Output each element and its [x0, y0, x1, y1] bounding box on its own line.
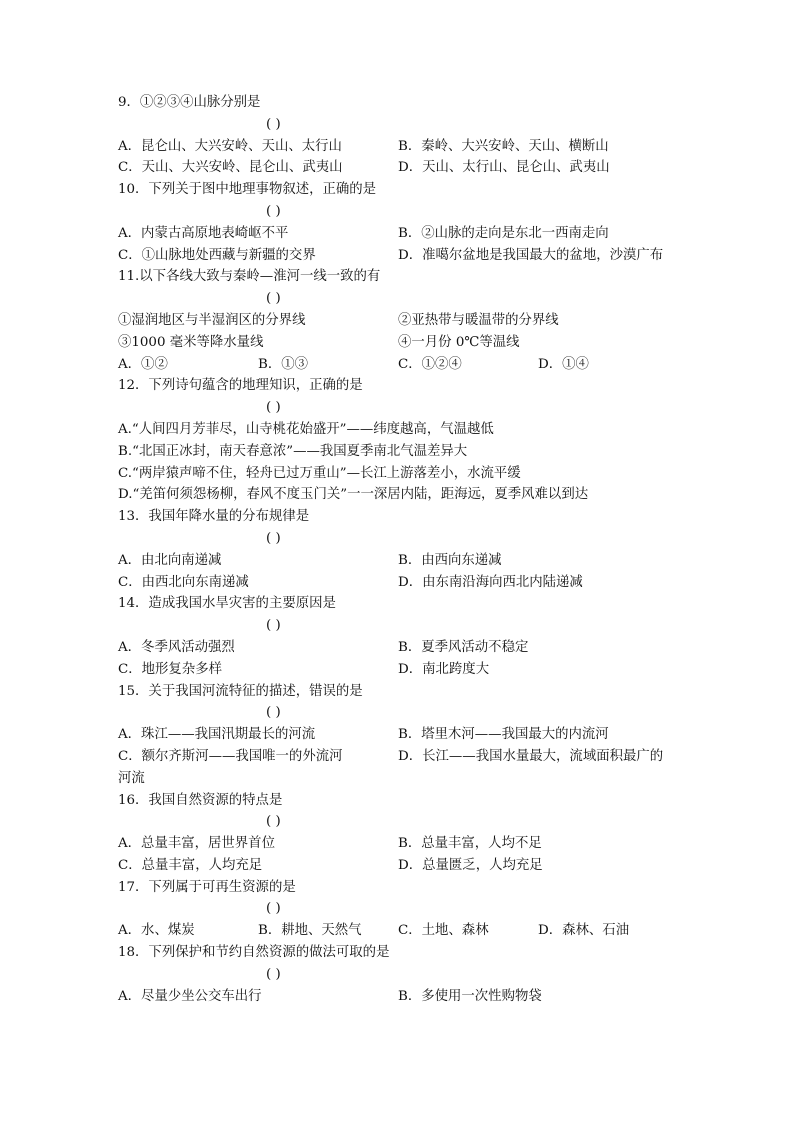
question-16	[118, 790, 688, 877]
option-a: A．由北向南递减	[118, 552, 222, 568]
option-a: A．珠江——我国汛期最长的河流	[118, 727, 316, 743]
answer-blank: ( )	[266, 618, 281, 634]
option-c: C．①山脉地处西藏与新疆的交界	[118, 247, 316, 263]
option-c: C．由西北向东南递减	[118, 574, 249, 590]
option-d: D．总量匮乏，人均充足	[398, 857, 543, 873]
answer-blank: ( )	[266, 203, 281, 219]
question-list	[118, 92, 688, 1007]
option-a: A．内蒙古高原地表崎岖不平	[118, 225, 289, 241]
question-stem: 10．下列关于图中地理事物叙述，正确的是	[118, 182, 377, 198]
question-stem: 12．下列诗句蕴含的地理知识，正确的是	[118, 378, 363, 394]
question-stem: 15．关于我国河流特征的描述，错误的是	[118, 683, 363, 699]
option-d: D．准噶尔盆地是我国最大的盆地，沙漠广布	[398, 247, 664, 263]
option-b: B．多使用一次性购物袋	[398, 988, 542, 1004]
option-a: A．水、煤炭	[118, 923, 195, 939]
question-14	[118, 593, 688, 680]
option-c: C．①②④	[398, 356, 462, 372]
option-b: B．秦岭、大兴安岭、天山、横断山	[398, 138, 609, 154]
option-a: A．昆仑山、大兴安岭、天山、太行山	[118, 138, 342, 154]
option-c: C.“两岸猿声啼不住，轻舟已过万重山”—长江上游落差小，水流平缓	[118, 465, 521, 481]
option-continuation: 河流	[118, 770, 145, 786]
option-b: B．耕地、天然气	[258, 923, 362, 939]
option-b: B．①③	[258, 356, 309, 372]
question-stem: 18．下列保护和节约自然资源的做法可取的是	[118, 945, 390, 961]
question-stem: 9．①②③④山脉分别是	[118, 95, 261, 110]
question-15	[118, 681, 688, 790]
option-b: B．夏季风活动不稳定	[398, 639, 529, 655]
question-stem: 14．造成我国水旱灾害的主要原因是	[118, 596, 336, 612]
option-a: A．尽量少坐公交车出行	[118, 988, 262, 1004]
answer-blank: ( )	[266, 291, 281, 307]
option-b: B．由西向东递减	[398, 552, 502, 568]
option-a: A．冬季风活动强烈	[118, 639, 235, 655]
option-d: D．森林、石油	[538, 923, 630, 939]
statement-3: ③1000 毫米等降水量线	[118, 334, 264, 350]
answer-blank: ( )	[266, 966, 281, 982]
statement-1: ①湿润地区与半湿润区的分界线	[118, 312, 306, 328]
question-9	[118, 92, 688, 179]
question-18	[118, 942, 688, 1007]
question-13	[118, 506, 688, 593]
option-d: D．①④	[538, 356, 589, 372]
option-c: C．额尔齐斯河——我国唯一的外流河	[118, 748, 343, 764]
option-b: B．②山脉的走向是东北一西南走向	[398, 225, 609, 241]
answer-blank: ( )	[266, 705, 281, 721]
answer-blank: ( )	[266, 814, 281, 830]
option-c: C．地形复杂多样	[118, 661, 222, 677]
statement-2: ②亚热带与暖温带的分界线	[398, 312, 559, 328]
option-d: D．由东南沿海向西北内陆递减	[398, 574, 583, 590]
question-10	[118, 179, 688, 266]
option-d: D.“羌笛何须怨杨柳，春风不度玉门关”一一深居内陆，距海远，夏季风难以到达	[118, 487, 589, 503]
question-12	[118, 375, 688, 506]
option-c: C．土地、森林	[398, 923, 489, 939]
answer-blank: ( )	[266, 530, 281, 546]
option-a: A．总量丰富，居世界首位	[118, 836, 275, 852]
option-c: C．总量丰富，人均充足	[118, 857, 263, 873]
option-a: A.“人间四月芳菲尽，山寺桃花始盛开”——纬度越高，气温越低	[118, 421, 494, 437]
option-b: B．总量丰富，人均不足	[398, 836, 542, 852]
option-d: D．天山、太行山、昆仑山、武夷山	[398, 160, 610, 176]
option-b: B．塔里木河——我国最大的内流河	[398, 727, 609, 743]
answer-blank: ( )	[266, 400, 281, 416]
question-stem: 13．我国年降水量的分布规律是	[118, 509, 310, 525]
question-stem: 17．下列属于可再生资源的是	[118, 879, 296, 895]
question-11	[118, 266, 688, 375]
option-b: B.“北国正冰封，南天春意浓”——我国夏季南北气温差异大	[118, 443, 468, 459]
answer-blank: ( )	[266, 901, 281, 917]
option-d: D．长江——我国水量最大，流域面积最广的	[398, 748, 664, 764]
option-c: C．天山、大兴安岭、昆仑山、武夷山	[118, 160, 343, 176]
question-stem: 16．我国自然资源的特点是	[118, 792, 283, 808]
question-17	[118, 877, 688, 942]
question-stem: 11.以下各线大致与秦岭—淮河一线一致的有	[118, 269, 381, 285]
statement-4: ④一月份 0℃等温线	[398, 334, 520, 350]
option-d: D．南北跨度大	[398, 661, 490, 677]
option-a: A．①②	[118, 356, 168, 372]
answer-blank: ( )	[266, 116, 281, 132]
